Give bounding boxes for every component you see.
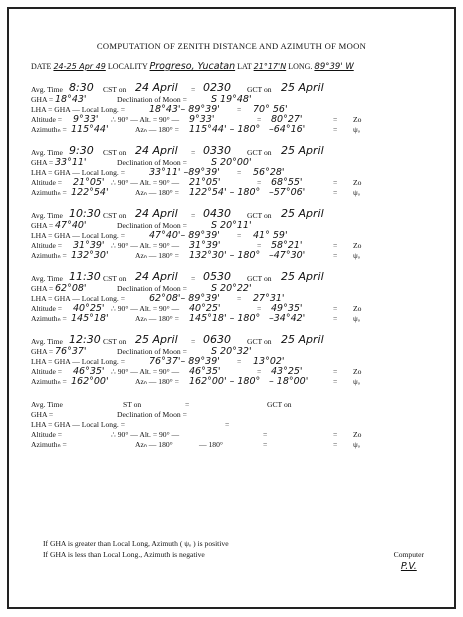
altitude-value: 31°39' [73,240,105,251]
azimuth-value: 162°00' [71,376,109,387]
azimuth-label: Azimuthₙ = [31,377,67,386]
altitude-label: Altitude = [31,430,63,439]
equals-sign: = [191,337,196,346]
computer-signature [394,550,424,572]
st-on-label: ST on [123,400,142,409]
equals-sign: = [191,85,196,94]
azimuth-calc: 132°30' – 180° [189,250,261,261]
lha-value: 56°28' [253,167,285,178]
psi-label: ψₒ [353,125,360,134]
gct-date-value: 25 April [281,81,324,94]
azimuth-op: Azₙ — 180° [135,440,173,449]
lha-value: 41° 59' [253,230,288,241]
altitude-op: ∴ 90° — Alt. = 90° — [111,115,180,124]
equals-sign: = [333,251,338,260]
azimuth-label: Azimuthₙ = [31,125,67,134]
zone-label: CST on [103,85,127,94]
equals-sign: = [263,430,268,439]
lat-label: LAT [237,62,252,71]
gct-label: GCT on [247,85,272,94]
lha-calc: 62°08'– 89°39' [149,293,220,304]
locality-value: Progreso, Yucatan [149,61,236,72]
declination-label: Declination of Moon = [117,347,187,356]
altitude-value: 21°05' [73,177,105,188]
azimuth-op: Azₙ — 180° = [135,314,179,323]
declination-value: S 20°11' [211,220,252,231]
lha-value: 27°31' [253,293,285,304]
altitude-label: Altitude = [31,304,63,313]
zo-label: Zo [353,241,362,250]
equals-sign: = [237,294,242,303]
azimuth-value: 132°30' [71,250,109,261]
lha-value: 13°02' [253,356,285,367]
declination-label: Declination of Moon = [117,158,187,167]
lha-calc: 18°43'– 89°39' [149,104,220,115]
gha-value: 18°43' [55,94,87,105]
psi-label: ψₒ [353,377,360,386]
zone-label: CST on [103,211,127,220]
gct-label: GCT on [247,148,272,157]
altitude-label: Altitude = [31,241,63,250]
azimuth-value: 122°54' [71,187,109,198]
gct-label: GCT on [247,274,272,283]
gct-value: 0430 [203,207,231,220]
zo-label: Zo [353,367,362,376]
psi-label: ψₒ [353,440,360,449]
altitude-op: ∴ 90° — Alt. = 90° — [111,241,180,250]
gct-date-value: 25 April [281,144,324,157]
azimuth-label: Azimuthₙ = [31,188,67,197]
altitude-label: Altitude = [31,367,63,376]
altitude-op: ∴ 90° — Alt. = 90° — [111,304,180,313]
equals-sign: = [333,314,338,323]
avg-time-label: Avg. Time [31,148,63,157]
footnote-positive: If GHA is greater than Local Long, Azimuth ( ψₒ ) is positive [43,539,229,548]
equals-sign: = [257,241,262,250]
declination-value: S 19°48' [211,94,252,105]
psi-label: ψₒ [353,314,360,323]
long-value: 89°39' W [314,62,354,72]
equals-sign: = [191,148,196,157]
declination-label: Declination of Moon = [117,284,187,293]
gct-date-value: 25 April [281,333,324,346]
azimuth-label: Azimuthₙ = [31,251,67,260]
azimuth-op: Azₙ — 180° = [135,251,179,260]
avg-time-value: 11:30 [69,270,101,283]
equals-sign: = [237,168,242,177]
lha-calc: 47°40'– 89°39' [149,230,220,241]
gha-label: GHA = [31,284,54,293]
zenith-value: 80°27' [271,114,303,125]
altitude-value: 9°33' [73,114,99,125]
long-label: LONG. [288,62,313,71]
equals-sign: = [185,400,190,409]
zone-label: CST on [103,274,127,283]
equals-sign: = [263,440,268,449]
computation-form [7,7,456,609]
computer-label: Computer [393,550,424,559]
gha-label: GHA = [31,95,54,104]
psi-label: ψₒ [353,188,360,197]
equals-sign: = [257,178,262,187]
equals-sign: = [333,188,338,197]
gct-value: 0230 [203,81,231,94]
gct-label: GCT on [267,400,292,409]
azimuth-op: Azₙ — 180° = [135,125,179,134]
azimuth-op: Azₙ — 180° = [135,377,179,386]
lat-value: 21°17'N [253,62,287,71]
equals-sign: = [257,115,262,124]
avg-time-value: 9:30 [69,144,94,157]
zo-label: Zo [353,178,362,187]
equals-sign: = [333,115,338,124]
equals-sign: = [333,125,338,134]
form-header [31,61,354,72]
lha-label: LHA = GHA — Local Long. = [31,420,125,429]
equals-sign: = [333,304,338,313]
gha-value: 62°08' [55,283,87,294]
declination-label: Declination of Moon = [117,95,187,104]
equals-sign: = [333,377,338,386]
local-date-value: 24 April [135,144,178,157]
azimuth-label: Azimuthₙ = [31,314,67,323]
gha-value: 47°40' [55,220,87,231]
psi-value: –57°06' [269,187,306,198]
equals-sign: = [225,420,230,429]
zone-label: CST on [103,148,127,157]
lha-label: LHA = GHA — Local Long. = [31,231,125,240]
local-date-value: 24 April [135,207,178,220]
equals-sign: = [333,178,338,187]
declination-value: S 20°00' [211,157,252,168]
avg-time-label: Avg. Time [31,274,63,283]
psi-label: ψₒ [353,251,360,260]
avg-time-label: Avg. Time [31,85,63,94]
date-value: 24-25 Apr 49 [53,62,106,71]
equals-sign: = [237,357,242,366]
lha-calc: 76°37'– 89°39' [149,356,220,367]
psi-value: –34°42' [269,313,306,324]
declination-label: Declination of Moon = [117,221,187,230]
azimuth-value: 115°44' [71,124,109,135]
altitude-diff: 31°39' [189,240,221,251]
equals-sign: = [191,211,196,220]
equals-sign: = [237,231,242,240]
zenith-value: 68°55' [271,177,303,188]
equals-sign: = [191,274,196,283]
gha-label: GHA = [31,347,54,356]
lha-label: LHA = GHA — Local Long. = [31,294,125,303]
altitude-label: Altitude = [31,178,63,187]
avg-time-label: Avg. Time [31,211,63,220]
zo-label: Zo [353,304,362,313]
avg-time-label: Avg. Time [31,337,63,346]
gha-value: 76°37' [55,346,87,357]
local-date-value: 25 April [135,333,178,346]
azimuth-calc: 122°54' – 180° [189,187,261,198]
lha-calc: 33°11' –89°39' [149,167,220,178]
azimuth-calc: 145°18' – 180° [189,313,261,324]
equals-sign: = [333,367,338,376]
altitude-op: ∴ 90° — Alt. = 90° — [111,178,180,187]
equals-sign: = [257,304,262,313]
gct-label: GCT on [247,337,272,346]
altitude-op: ∴ 90° — Alt. = 90° — [111,430,180,439]
gct-date-value: 25 April [281,207,324,220]
altitude-diff: 21°05' [189,177,221,188]
altitude-op: ∴ 90° — Alt. = 90° — [111,367,180,376]
zenith-value: 58°21' [271,240,303,251]
azimuth-label: Azimuthₙ = [31,440,67,449]
lha-label: LHA = GHA — Local Long. = [31,105,125,114]
lha-value: 70° 56' [253,104,288,115]
avg-time-label: Avg. Time [31,400,63,409]
declination-value: S 20°22' [211,283,252,294]
declination-value: S 20°32' [211,346,252,357]
altitude-value: 40°25' [73,303,105,314]
avg-time-value: 8:30 [69,81,94,94]
azimuth-calc: 162°00' – 180° [189,376,261,387]
equals-sign: = [333,241,338,250]
computer-initials: P.V. [400,561,417,572]
zo-label: Zo [353,115,362,124]
gct-date-value: 25 April [281,270,324,283]
azimuth-calc: 115°44' – 180° [189,124,261,135]
avg-time-value: 12:30 [69,333,101,346]
azimuth-value: 145°18' [71,313,109,324]
local-date-value: 24 April [135,81,178,94]
minus-180: — 180° [199,440,223,449]
lha-label: LHA = GHA — Local Long. = [31,357,125,366]
zone-label: CST on [103,337,127,346]
gct-label: GCT on [247,211,272,220]
avg-time-value: 10:30 [69,207,101,220]
gha-value: 33°11' [55,157,87,168]
zenith-value: 49°35' [271,303,303,314]
equals-sign: = [333,430,338,439]
gct-value: 0330 [203,144,231,157]
equals-sign: = [237,105,242,114]
altitude-diff: 40°25' [189,303,221,314]
date-label: DATE [31,62,52,71]
equals-sign: = [257,367,262,376]
gct-value: 0530 [203,270,231,283]
footnote-negative: If GHA is less than Local Long., Azimuth is negative [43,550,205,559]
gha-label: GHA = [31,221,54,230]
gct-value: 0630 [203,333,231,346]
psi-value: – 18°00' [269,376,309,387]
locality-label: LOCALITY [107,62,148,71]
local-date-value: 24 April [135,270,178,283]
form-title: COMPUTATION OF ZENITH DISTANCE AND AZIMUTH OF MOON [96,41,367,51]
zo-label: Zo [353,430,362,439]
altitude-label: Altitude = [31,115,63,124]
gha-label: GHA = [31,158,54,167]
declination-label: Declination of Moon = [117,410,187,419]
equals-sign: = [333,440,338,449]
psi-value: –47°30' [269,250,306,261]
altitude-diff: 9°33' [189,114,215,125]
lha-label: LHA = GHA — Local Long. = [31,168,125,177]
zenith-value: 43°25' [271,366,303,377]
gha-label: GHA = [31,410,54,419]
altitude-diff: 46°35' [189,366,221,377]
azimuth-op: Azₙ — 180° = [135,188,179,197]
altitude-value: 46°35' [73,366,105,377]
psi-value: –64°16' [269,124,306,135]
